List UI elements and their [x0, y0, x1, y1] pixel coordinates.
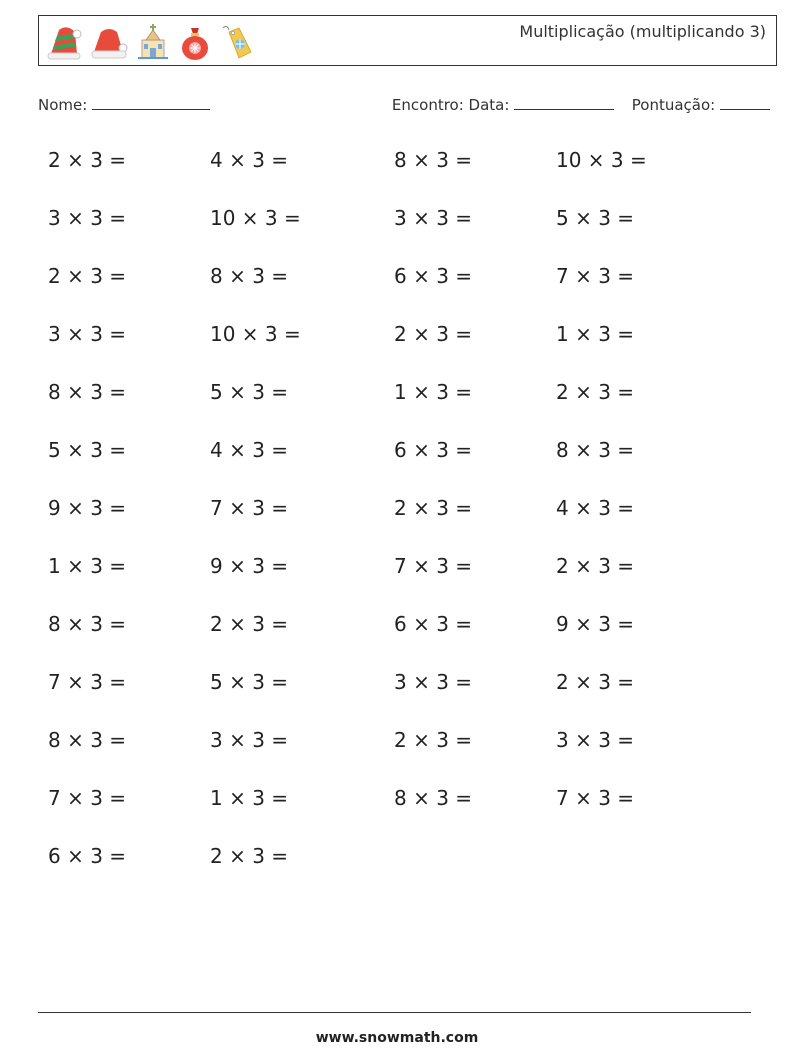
problem-item: 2 × 3 = [210, 612, 289, 636]
problem-item: 6 × 3 = [394, 438, 473, 462]
problem-item: 8 × 3 = [394, 148, 473, 172]
problem-item: 2 × 3 = [394, 322, 473, 346]
problem-item: 2 × 3 = [394, 728, 473, 752]
header-icons [45, 22, 255, 62]
problem-item: 3 × 3 = [394, 206, 473, 230]
striped-santa-hat-icon [45, 22, 83, 62]
problem-item: 1 × 3 = [210, 786, 289, 810]
student-info-row [38, 94, 770, 116]
problem-item: 5 × 3 = [210, 670, 289, 694]
problem-item: 10 × 3 = [210, 322, 301, 346]
problem-item: 3 × 3 = [394, 670, 473, 694]
name-blank[interactable] [92, 94, 210, 110]
problem-item: 5 × 3 = [210, 380, 289, 404]
gift-tag-icon [219, 22, 255, 62]
date-blank[interactable] [514, 94, 614, 110]
problem-item: 1 × 3 = [556, 322, 635, 346]
santa-hat-icon [89, 22, 129, 62]
problem-item: 9 × 3 = [48, 496, 127, 520]
problem-item: 2 × 3 = [48, 264, 127, 288]
problem-item: 9 × 3 = [210, 554, 289, 578]
problem-item: 2 × 3 = [210, 844, 289, 868]
problem-item: 7 × 3 = [556, 264, 635, 288]
problem-item: 8 × 3 = [394, 786, 473, 810]
problem-item: 8 × 3 = [48, 728, 127, 752]
footer-divider [38, 1012, 751, 1013]
problem-item: 7 × 3 = [48, 670, 127, 694]
worksheet-header [38, 15, 777, 66]
problem-item: 6 × 3 = [394, 264, 473, 288]
name-field-group [38, 94, 210, 114]
church-icon [135, 22, 171, 62]
problem-item: 3 × 3 = [48, 322, 127, 346]
gift-sack-icon [177, 22, 213, 62]
problem-item: 2 × 3 = [556, 380, 635, 404]
problem-item: 5 × 3 = [556, 206, 635, 230]
date-score-group [392, 94, 770, 114]
problem-item: 4 × 3 = [556, 496, 635, 520]
problem-item: 8 × 3 = [556, 438, 635, 462]
problem-item: 2 × 3 = [394, 496, 473, 520]
problem-item: 10 × 3 = [210, 206, 301, 230]
score-blank[interactable] [720, 94, 770, 110]
problem-item: 5 × 3 = [48, 438, 127, 462]
problem-item: 8 × 3 = [210, 264, 289, 288]
problem-item: 1 × 3 = [48, 554, 127, 578]
footer-url: www.snowmath.com [315, 1030, 479, 1046]
problem-item: 7 × 3 = [48, 786, 127, 810]
problem-item: 7 × 3 = [556, 786, 635, 810]
problem-item: 7 × 3 = [210, 496, 289, 520]
problem-item: 8 × 3 = [48, 380, 127, 404]
problem-item: 3 × 3 = [48, 206, 127, 230]
problem-item: 1 × 3 = [394, 380, 473, 404]
problem-item: 6 × 3 = [394, 612, 473, 636]
score-label: Pontuação: [631, 96, 716, 114]
problem-item: 2 × 3 = [556, 554, 635, 578]
problem-item: 8 × 3 = [48, 612, 127, 636]
problem-item: 3 × 3 = [556, 728, 635, 752]
problem-item: 10 × 3 = [556, 148, 647, 172]
problem-item: 9 × 3 = [556, 612, 635, 636]
name-label: Nome: [38, 96, 88, 114]
problem-item: 2 × 3 = [556, 670, 635, 694]
problem-item: 6 × 3 = [48, 844, 127, 868]
problem-item: 2 × 3 = [48, 148, 127, 172]
problem-item: 4 × 3 = [210, 438, 289, 462]
problem-item: 4 × 3 = [210, 148, 289, 172]
problem-item: 7 × 3 = [394, 554, 473, 578]
problem-item: 3 × 3 = [210, 728, 289, 752]
date-label: Encontro: Data: [391, 96, 510, 114]
worksheet-title: Multiplicação (multiplicando 3) [519, 22, 766, 41]
